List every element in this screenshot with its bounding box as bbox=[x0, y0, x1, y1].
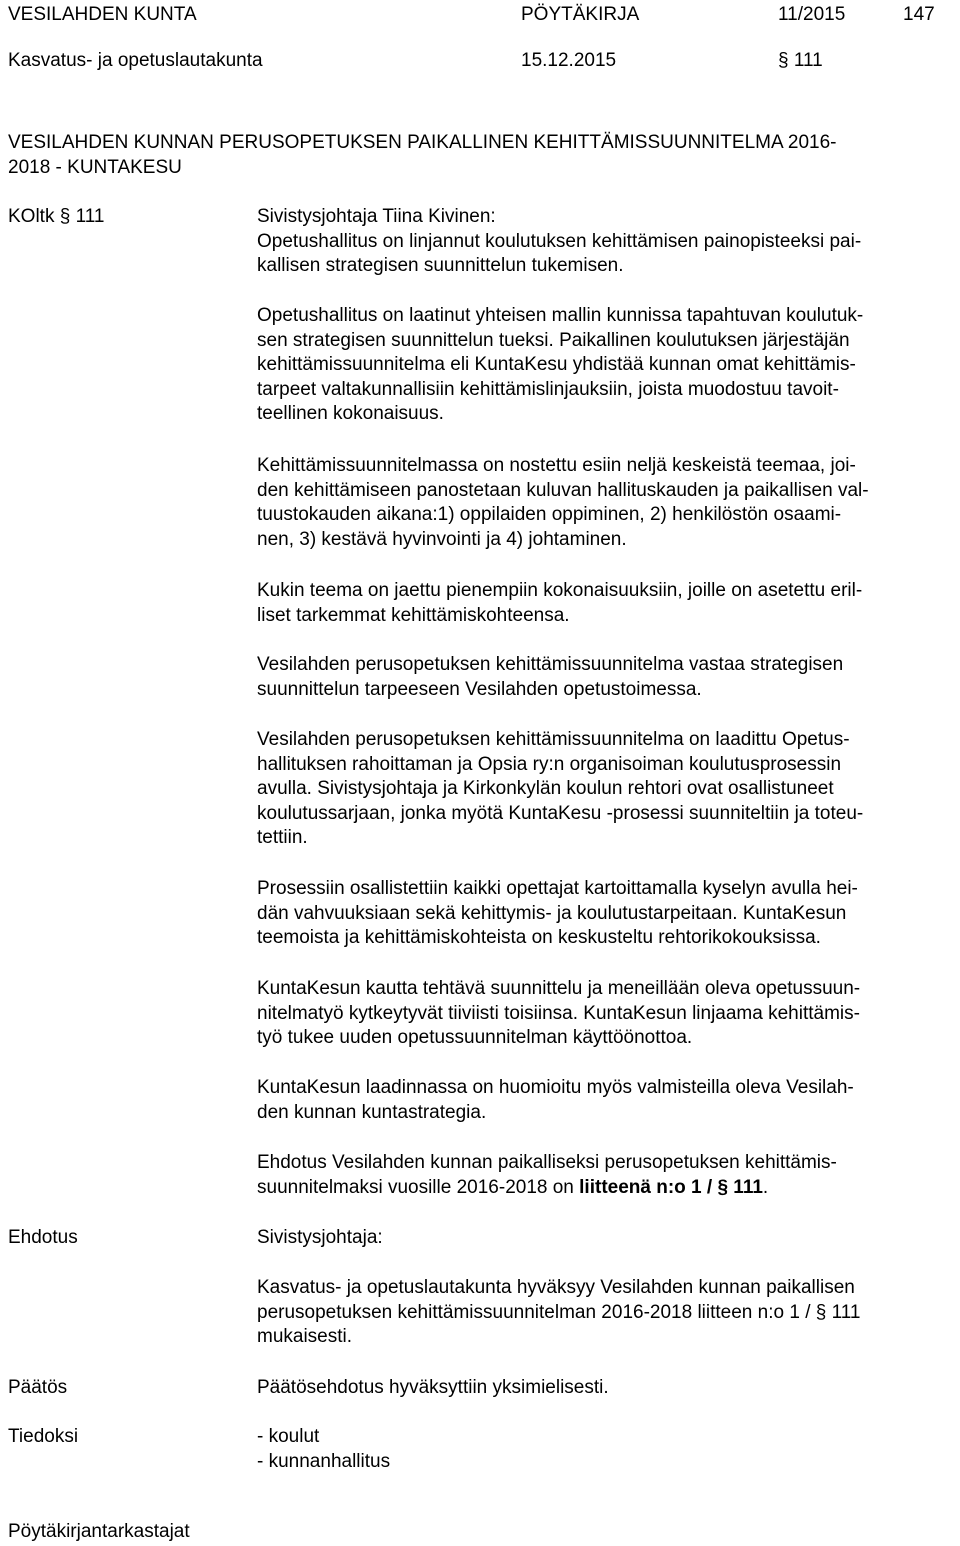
notices-label: Tiedoksi bbox=[8, 1426, 79, 1447]
text-span: . bbox=[762, 1176, 769, 1198]
decision-text: Päätösehdotus hyväksyttiin yksimielisesti. bbox=[257, 1377, 609, 1398]
notices-list bbox=[257, 1425, 957, 1474]
text-line: Kehittämissuunnitelmassa on nostettu esiin neljä keskeistä teemaa, joi- bbox=[257, 455, 856, 476]
text-line: den kunnan kuntastrategia. bbox=[257, 1101, 487, 1123]
section-reference: KOltk § 111 bbox=[8, 206, 105, 227]
body-paragraph bbox=[257, 454, 957, 552]
footer-label: Pöytäkirjantarkastajat bbox=[8, 1521, 190, 1542]
text-line: Vesilahden perusopetuksen kehittämissuunnitelma on laadittu Opetus- bbox=[257, 729, 850, 750]
proposal-text bbox=[257, 1276, 957, 1350]
text-line bbox=[257, 1176, 957, 1201]
body-paragraph bbox=[257, 304, 957, 427]
header-doc-type: PÖYTÄKIRJA bbox=[521, 4, 640, 25]
text-line: hallituksen rahoittaman ja Opsia ry:n organisoiman koulutusprosessin bbox=[257, 753, 842, 775]
text-line: nen, 3) kestävä hyvinvointi ja 4) johtaminen. bbox=[257, 528, 627, 550]
text-line: KuntaKesun laadinnassa on huomioitu myös valmisteilla oleva Vesilah- bbox=[257, 1077, 854, 1098]
text-line: suunnittelun tarpeeseen Vesilahden opetustoimessa. bbox=[257, 678, 702, 700]
text-line: Opetushallitus on linjannut koulutuksen kehittämisen painopisteeksi pai- bbox=[257, 230, 862, 252]
text-line: Ehdotus Vesilahden kunnan paikalliseksi perusopetuksen kehittämis- bbox=[257, 1152, 837, 1173]
text-line: kehittämissuunnitelma eli KuntaKesu yhdistää kunnan omat kehittämis- bbox=[257, 354, 856, 375]
text-line: Sivistysjohtaja Tiina Kivinen: bbox=[257, 206, 496, 227]
document-title bbox=[8, 131, 836, 180]
text-line: Vesilahden perusopetuksen kehittämissuunnitelma vastaa strategisen bbox=[257, 654, 844, 675]
text-span: suunnitelmaksi vuosille 2016-2018 on bbox=[257, 1176, 580, 1198]
text-line: tuustokauden aikana:1) oppilaiden oppiminen, 2) henkilöstön osaami- bbox=[257, 504, 842, 525]
title-line: VESILAHDEN KUNNAN PERUSOPETUKSEN PAIKALLINEN KEHITTÄMISSUUNNITELMA 2016- bbox=[8, 132, 837, 153]
header-board: Kasvatus- ja opetuslautakunta bbox=[8, 50, 263, 71]
body-paragraph bbox=[257, 977, 957, 1051]
text-line: den kehittämiseen panostetaan kuluvan hallituskauden ja paikallisen val- bbox=[257, 479, 869, 501]
text-line: dän vahvuuksiaan sekä kehittymis- ja koulutustarpeitaan. KuntaKesun bbox=[257, 902, 847, 924]
header-section: § 111 bbox=[778, 50, 823, 71]
text-line: Opetushallitus on laatinut yhteisen mallin kunnissa tapahtuvan koulutuk- bbox=[257, 305, 864, 326]
header-page-number: 147 bbox=[903, 4, 935, 25]
text-line: koulutussarjaan, jonka myötä KuntaKesu -prosessi suunniteltiin ja toteu- bbox=[257, 802, 864, 824]
body-paragraph bbox=[257, 1151, 957, 1200]
body-paragraph bbox=[257, 653, 957, 702]
text-line: Kasvatus- ja opetuslautakunta hyväksyy Vesilahden kunnan paikallisen bbox=[257, 1277, 855, 1298]
header-issue: 11/2015 bbox=[778, 4, 846, 25]
text-line: avulla. Sivistysjohtaja ja Kirkonkylän koulun rehtori ovat osallistuneet bbox=[257, 778, 834, 799]
text-line: KuntaKesun kautta tehtävä suunnittelu ja meneillään oleva opetussuun- bbox=[257, 978, 861, 999]
header-date: 15.12.2015 bbox=[521, 50, 617, 71]
list-item: - kunnanhallitus bbox=[257, 1450, 391, 1472]
text-line: Kukin teema on jaettu pienempiin kokonaisuuksiin, joille on asetettu eril- bbox=[257, 580, 863, 601]
text-line: teemoista ja kehittämiskohteista on keskusteltu rehtorikokouksissa. bbox=[257, 927, 821, 948]
text-line: perusopetuksen kehittämissuunnitelman 2016-2018 liitteen n:o 1 / § 111 bbox=[257, 1301, 861, 1323]
text-line: Prosessiin osallistettiin kaikki opettajat kartoittamalla kyselyn avulla hei- bbox=[257, 878, 858, 899]
text-line: tettiin. bbox=[257, 827, 308, 848]
body-paragraph bbox=[257, 1076, 957, 1125]
body-paragraph bbox=[257, 877, 957, 951]
decision-label: Päätös bbox=[8, 1377, 68, 1398]
title-line: 2018 - KUNTAKESU bbox=[8, 156, 182, 178]
body-paragraph bbox=[257, 579, 957, 628]
proposal-label: Ehdotus bbox=[8, 1227, 78, 1248]
text-line: mukaisesti. bbox=[257, 1326, 353, 1347]
text-line: teellinen kokonaisuus. bbox=[257, 403, 444, 424]
text-line: sen strategisen suunnittelun tueksi. Paikallinen koulutuksen järjestäjän bbox=[257, 329, 850, 351]
attachment-reference: liitteenä n:o 1 / § 111 bbox=[579, 1176, 763, 1198]
body-paragraph bbox=[257, 205, 957, 279]
list-item: - koulut bbox=[257, 1426, 320, 1447]
body-paragraph bbox=[257, 728, 957, 851]
text-line: työ tukee uuden opetussuunnitelman käyttöönottoa. bbox=[257, 1027, 693, 1048]
text-line: tarpeet valtakunnallisiin kehittämislinjauksiin, joista muodostuu tavoit- bbox=[257, 378, 839, 400]
text-line: nitelmatyö kytkeytyvät tiiviisti toisiinsa. KuntaKesun linjaama kehittämis- bbox=[257, 1002, 860, 1024]
header-municipality: VESILAHDEN KUNTA bbox=[8, 4, 197, 25]
text-line: kallisen strategisen suunnittelun tukemisen. bbox=[257, 255, 624, 276]
text-line: liset tarkemmat kehittämiskohteensa. bbox=[257, 604, 570, 626]
proposal-presenter: Sivistysjohtaja: bbox=[257, 1227, 383, 1248]
